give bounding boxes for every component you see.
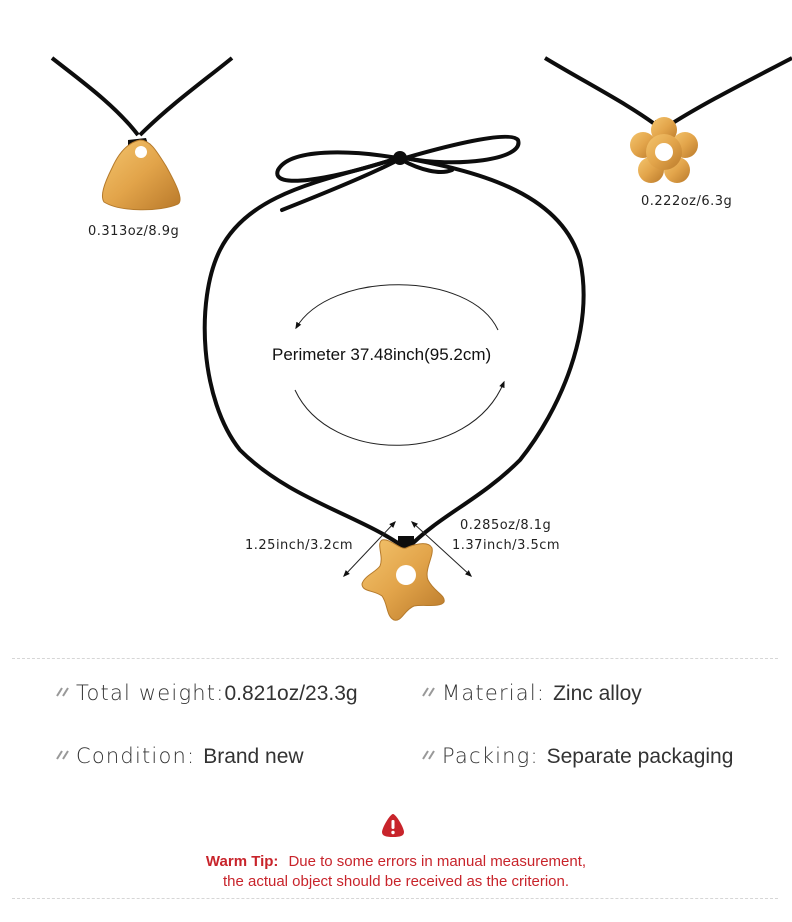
double-slash-bullet-icon (422, 741, 436, 751)
star-height-label: 1.37inch/3.5cm (452, 538, 561, 553)
star-weight-label: 0.285oz/8.1g (460, 518, 552, 533)
material-label: Material: (442, 681, 546, 705)
perimeter-arrows (295, 285, 504, 446)
flower-weight-label: 0.222oz/6.3g (641, 194, 733, 209)
warm-tip-line1 (0, 853, 792, 870)
bottom-divider (12, 898, 778, 899)
warm-tip-text1: Due to some errors in manual measurement, (288, 853, 587, 870)
double-slash-bullet-icon (422, 678, 436, 688)
perimeter-label: Perimeter 37.48inch(95.2cm) (272, 345, 492, 364)
triangle-pendant (52, 58, 232, 210)
necklace-cord (205, 137, 584, 548)
packing-value: Separate packaging (546, 745, 734, 768)
double-slash-bullet-icon (56, 741, 70, 751)
condition-value: Brand new (203, 745, 304, 768)
star-pendant (362, 536, 444, 620)
warning-triangle-icon (380, 812, 406, 838)
warm-tip-label: Warm Tip: (205, 853, 279, 870)
triangle-weight-label: 0.313oz/8.9g (88, 224, 180, 239)
spec-total-weight (56, 681, 358, 706)
material-value: Zinc alloy (553, 682, 642, 705)
spec-packing (422, 744, 733, 769)
total-weight-value: 0.821oz/23.3g (224, 682, 358, 705)
bow-knot (393, 151, 407, 165)
double-slash-bullet-icon (56, 678, 70, 688)
spec-condition (56, 744, 304, 769)
flower-pendant (545, 58, 792, 183)
star-width-label: 1.25inch/3.2cm (245, 538, 354, 553)
total-weight-label: Total weight: (76, 681, 225, 705)
top-divider (12, 658, 778, 659)
condition-label: Condition: (76, 744, 196, 768)
warm-tip-line2: the actual object should be received as the criterion. (222, 873, 570, 890)
packing-label: Packing: (442, 744, 539, 768)
spec-material (422, 681, 642, 706)
